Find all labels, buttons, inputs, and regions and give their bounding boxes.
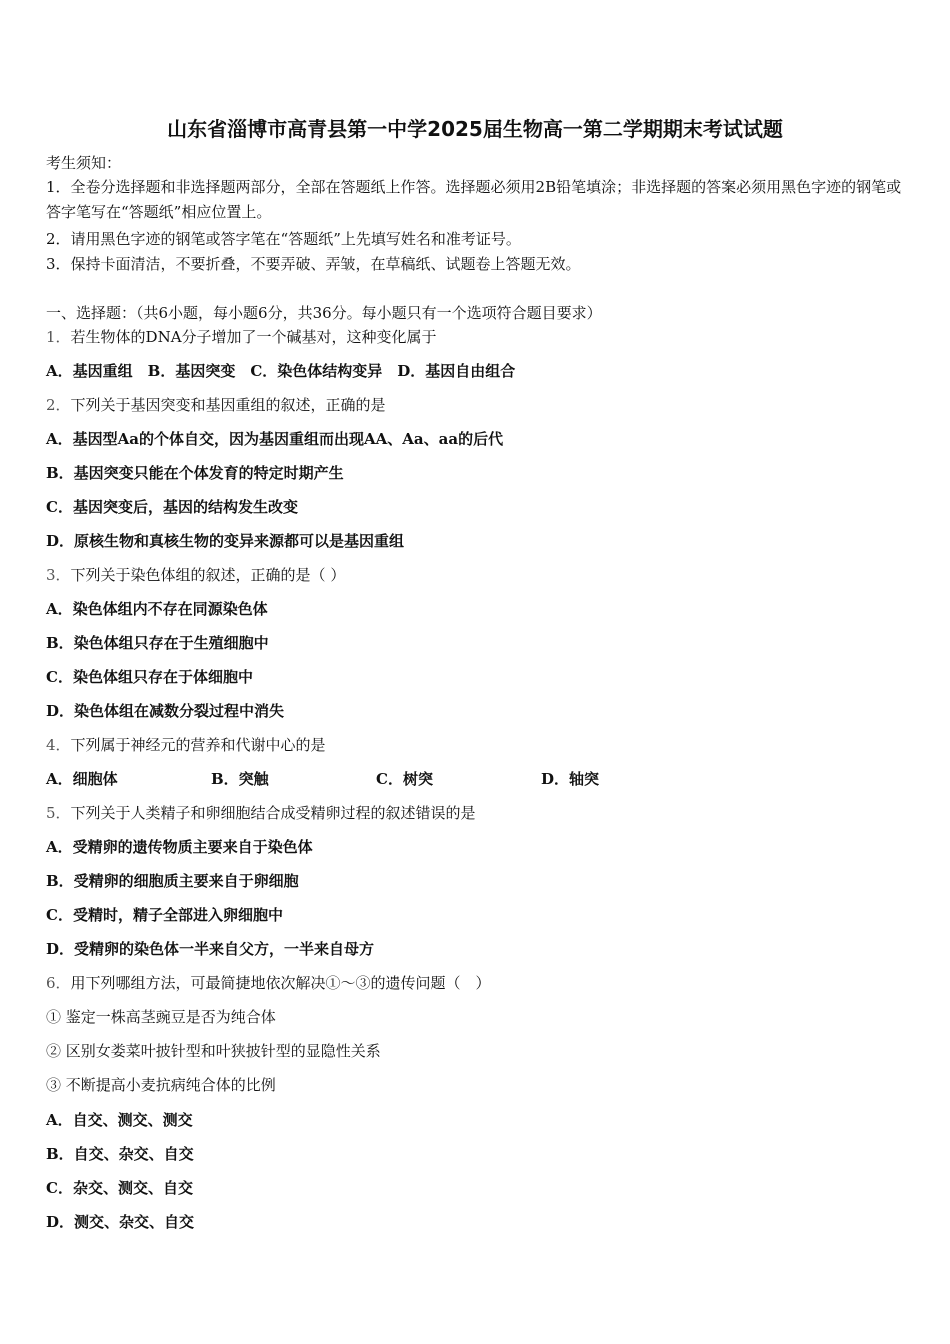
question-stem: 下列关于染色体组的叙述，正确的是（ ） — [70, 566, 346, 584]
question-4 — [46, 735, 326, 755]
option-c[interactable]: C．杂交、测交、自交 — [46, 1179, 193, 1197]
question-1-options[interactable]: A．基因重组 B．基因突变 C．染色体结构变异 D．基因自由组合 — [46, 362, 516, 380]
option-d[interactable]: D．原核生物和真核生物的变异来源都可以是基因重组 — [46, 532, 405, 550]
option-b[interactable]: B．突触 — [211, 770, 269, 788]
exam-title: 山东省淄博市高青县第一中学2025届生物高一第二学期期末考试试题 — [167, 117, 783, 141]
question-stem: 下列关于人类精子和卵细胞结合成受精卵过程的叙述错误的是 — [70, 804, 476, 822]
question-number: 1． — [46, 328, 71, 346]
question-3 — [46, 565, 345, 585]
question-number: 4． — [46, 736, 71, 754]
question-6 — [46, 973, 491, 993]
option-a[interactable]: A．染色体组内不存在同源染色体 — [46, 600, 268, 618]
notice-item-2: 2．请用黑色字迹的钢笔或答字笔在“答题纸”上先填写姓名和准考证号。 — [46, 230, 521, 248]
question-2 — [46, 395, 386, 415]
option-c[interactable]: C．受精时，精子全部进入卵细胞中 — [46, 906, 283, 924]
option-d[interactable]: D．染色体组在减数分裂过程中消失 — [46, 702, 285, 720]
question-number: 5． — [46, 804, 71, 822]
question-number: 2． — [46, 396, 71, 414]
option-c[interactable]: C．树突 — [376, 770, 433, 788]
option-a[interactable]: A．基因型Aa的个体自交，因为基因重组而出现AA、Aa、aa的后代 — [46, 430, 504, 448]
option-b[interactable]: B．基因突变只能在个体发育的特定时期产生 — [46, 464, 344, 482]
option-b[interactable]: B．自交、杂交、自交 — [46, 1145, 194, 1163]
option-c[interactable]: C．染色体组只存在于体细胞中 — [46, 668, 253, 686]
question-stem: 用下列哪组方法，可最简捷地依次解决①～③的遗传问题（ ） — [70, 974, 491, 992]
option-a[interactable]: A．受精卵的遗传物质主要来自于染色体 — [46, 838, 313, 856]
section-heading: 一、选择题：（共6小题，每小题6分，共36分。每小题只有一个选项符合题目要求） — [46, 304, 602, 322]
option-d[interactable]: D．受精卵的染色体一半来自父方，一半来自母方 — [46, 940, 375, 958]
notice-item-1: 1．全卷分选择题和非选择题两部分，全部在答题纸上作答。选择题必须用2B铅笔填涂；非选择题的答案必须用黑色字迹的钢笔或答字笔写在“答题纸”相应位置上。 — [46, 178, 902, 221]
option-c[interactable]: C．基因突变后，基因的结构发生改变 — [46, 498, 298, 516]
question-4-options — [46, 769, 706, 789]
question-stem: 下列属于神经元的营养和代谢中心的是 — [70, 736, 326, 754]
option-d[interactable]: D．测交、杂交、自交 — [46, 1213, 195, 1231]
question-6-item-3: ③ 不断提高小麦抗病纯合体的比例 — [46, 1076, 276, 1094]
option-b[interactable]: B．受精卵的细胞质主要来自于卵细胞 — [46, 872, 299, 890]
question-5 — [46, 803, 476, 823]
option-d[interactable]: D．轴突 — [541, 770, 600, 788]
option-a[interactable]: A．细胞体 — [46, 770, 118, 788]
option-b[interactable]: B．染色体组只存在于生殖细胞中 — [46, 634, 269, 652]
question-1 — [46, 327, 437, 347]
question-number: 3． — [46, 566, 71, 584]
question-stem: 若生物体的DNA分子增加了一个碱基对，这种变化属于 — [70, 328, 437, 346]
option-a[interactable]: A．自交、测交、测交 — [46, 1111, 193, 1129]
question-stem: 下列关于基因突变和基因重组的叙述，正确的是 — [70, 396, 386, 414]
notice-item-3: 3．保持卡面清洁，不要折叠，不要弄破、弄皱，在草稿纸、试题卷上答题无效。 — [46, 255, 581, 273]
question-6-item-1: ① 鉴定一株高茎豌豆是否为纯合体 — [46, 1008, 276, 1026]
question-number: 6． — [46, 974, 71, 992]
notice-heading: 考生须知： — [46, 154, 122, 172]
question-6-item-2: ② 区别女娄菜叶披针型和叶狭披针型的显隐性关系 — [46, 1042, 381, 1060]
